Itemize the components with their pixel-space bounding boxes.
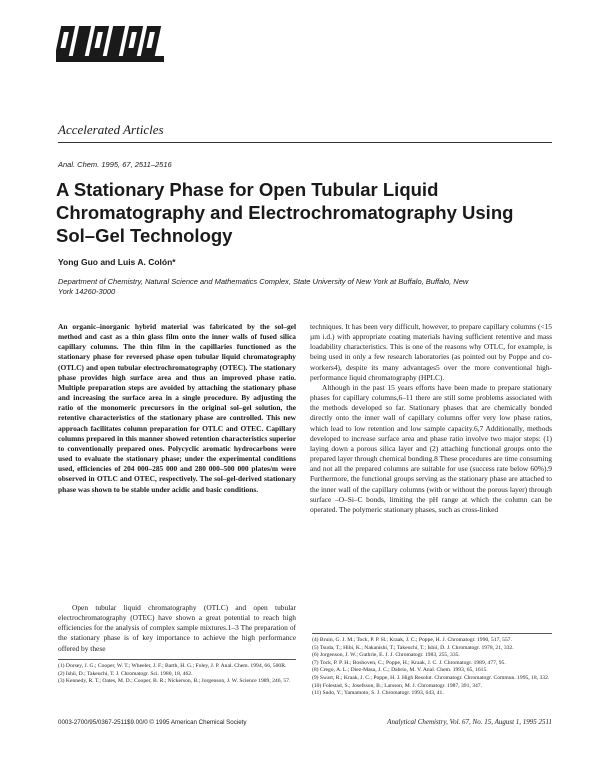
journal-footer: Analytical Chemistry, Vol. 67, No. 15, August 1, 1995 2511	[387, 718, 552, 726]
reference-item: (7) Tock, P. P. H.; Boshoven, C.; Poppe, H.; Kraak, J. C. J. Chromatogr. 1989, 477, 95.	[312, 659, 506, 666]
reference-item: (6) Jorgenson, J. W.; Guthrie, E. J. J. Chromatogr. 1983, 255, 335.	[312, 652, 460, 659]
right-column	[310, 322, 552, 515]
reference-item: (8) Crego, A. L.; Diez-Masa, J. C.; Dabrio, M. V. Anal. Chem. 1993, 65, 1615.	[312, 667, 488, 674]
reference-item: (10) Folestad, S.; Josefsson, B.; Larsson, M. J. Chromatogr. 1987, 391, 347.	[312, 682, 482, 689]
authors: Yong Guo and Luis A. Colón*	[58, 257, 176, 267]
references-divider-left	[58, 659, 296, 660]
abstract: An organic–inorganic hybrid material was fabricated by the sol–gel method and cast as a thin glass film onto the inner walls of fused silica capillary columns. The thin film in the capillaries functioned as the stationary phase for reversed phase open tubular liquid chromatography (OTLC) and open tubular electrochromatography (OTEC). The stationary phase provides high surface area and thus an improved phase ratio. Multiple preparation steps are avoided by attaching the stationary phase and increasing the surface area in a single procedure. By adjusting the ratio of the monomeric precursors in the original sol–gel solution, the retentive characteristics of the stationary phase are controlled. This new approach facilitates column preparation for OTLC and OTEC. Capillary columns prepared in this manner showed retention characteristics superior to conventionally prepared ones. Polycyclic aromatic hydrocarbons were used to evaluate the stationary phase; under the experimental conditions used, efficiencies of 204 000–285 000 and 280 000–500 000 plates/m were observed in OTLC and OTEC, respectively. The sol–gel-derived stationary phase was shown to be stable under acidic and basic conditions.	[58, 322, 296, 494]
references-list-right	[312, 637, 552, 698]
reference-item: (4) Bruin, G. J. M.; Tock, P. P. H.; Kraak, J. C.; Poppe, H. J. Chromatogr. 1990, 517, 557.	[312, 637, 512, 643]
references-list-left	[58, 663, 296, 686]
reference-item: (1) Dorsey, J. G.; Cooper, W. T.; Wheeler, J. F.; Barth, H. G.; Foley, J. P. Anal. Chem. 1994, 66, 500R.	[58, 663, 287, 669]
journal-logo-graphic	[56, 22, 174, 66]
reference-item: (2) Ishii, D.; Takeuchi, T. J. Chromatogr. Sci. 1980, 18, 462.	[58, 670, 193, 677]
section-divider	[58, 142, 552, 143]
section-label: Accelerated Articles	[58, 122, 164, 137]
body-paragraph: techniques. It has been very difficult, however, to prepare capillary columns (<15 µm i.d.) with appropriate coating materials having sufficient retentive and mass loadability characteristics. This is one of the reasons why OTLC, for example, is being used in only a few research laboratories (as pointed out by Poppe and co-workers4), despite its many advantages5 over the more conventional high-performance liquid chromatography (HPLC).	[310, 322, 552, 382]
introduction-paragraph: Open tubular liquid chromatography (OTLC) and open tubular electrochromatography (OTEC) have shown a great potential to reach high efficiencies for the analysis of complex sample mixtures.1–3 The preparation of the stationary phase is of key importance to achieve the high performance offered by these	[58, 603, 296, 653]
citation: Anal. Chem. 1995, 67, 2511–2516	[58, 160, 172, 169]
article-title: A Stationary Phase for Open Tubular Liquid Chromatography and Electrochromatography Using Sol–Gel Technology	[56, 179, 514, 246]
body-paragraph: Although in the past 15 years efforts have been made to prepare stationary phases for capillary columns,6–11 there are still some problems associated with the methods developed so far. Stationary phases that are chemically bonded directly onto the inner wall of capillary columns offer very low phase ratios, which lead to low retention and low sample capacity.6,7 Additionally, methods developed to increase surface area and phase ratio involve two major steps: (1) laying down a porous silica layer and (2) attaching functional groups onto the prepared layer through chemical bonding.8 These procedures are time consuming and not all the prepared columns are suitable for use (success rate below 60%).9 Furthermore, the functional groups serving as the stationary phase are attached to the inner wall of the capillary columns (with or without the porous layer) through surface –O–Si–C bonds, limiting the pH range at which the column can be operated. The polymeric stationary phases, such as cross-linked	[310, 382, 552, 514]
reference-item: (3) Kennedy, R. T.; Oates, M. D.; Cooper, B. R.; Nickerson, B.; Jorgenson, J. W. Science 1989, 246, 57.	[58, 678, 291, 685]
copyright-footer: 0003-2700/95/0367-2511$9.00/0 © 1995 American Chemical Society	[58, 719, 247, 726]
reference-item: (11) Sudo, Y.; Yamamoto, S. J. Chromatogr. 1993, 643, 41.	[312, 690, 444, 697]
reference-item: (9) Swart, R.; Kraak, J. C.; Poppe, H. J. High Resolut. Chromatogr. Chromatogr. Commun. 1995, 18, 332.	[312, 674, 550, 681]
affiliation: Department of Chemistry, Natural Science and Mathematics Complex, State University of New York at Buffalo, Buffalo, New York 14260-3000	[58, 277, 469, 296]
reference-item: (5) Tsuda, T.; Hibi, K.; Nakanishi, T.; Takeuchi, T.; Ishii, D. J. Chromatogr. 1978, 21, 332.	[312, 644, 514, 651]
references-divider-right	[312, 633, 552, 634]
